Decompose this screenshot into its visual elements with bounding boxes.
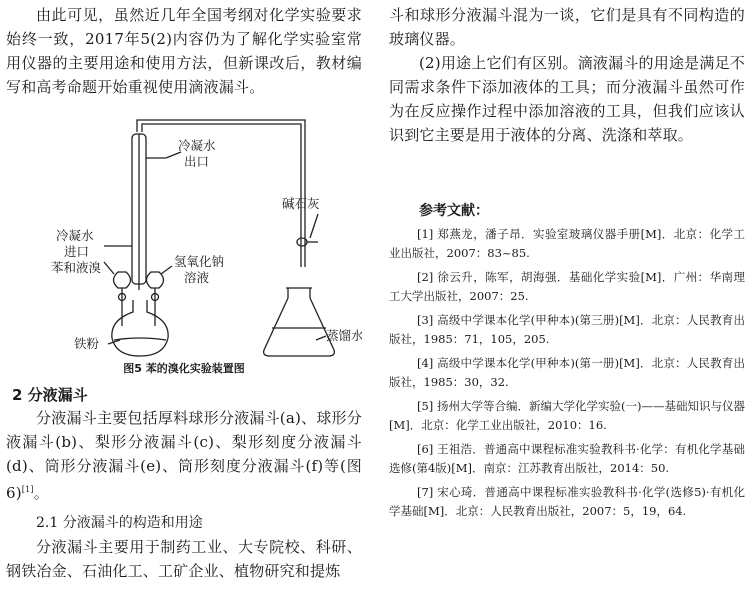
paragraph-continued: 斗和球形分液漏斗混为一谈，它们是具有不同构造的玻璃仪器。 [389,6,745,48]
paragraph-funnel-types-text: 分液漏斗主要包括厚料球形分液漏斗(a)、球形分液漏斗(b)、梨形分液漏斗(c)、梨形刻度分液漏斗(d)、筒形分液漏斗(e)、筒形刻度分液漏斗(f)等(图6) [6,409,362,502]
label-condenser-out-2: 出口 [184,154,210,169]
paragraph-usage-difference: (2)用途上它们有区别。滴液漏斗的用途是满足不同需求条件下添加液体的工具；而分液漏斗虽然可作为在反应操作过程中添加溶液的工具，但我们应该认识到它主要是用于液体的分离、洗涤和萃取。 [389,54,745,144]
paragraph-funnel-types [6,406,362,505]
reference-item: [6] 王祖浩．普通高中课程标准实验教科书·化学：有机化学基础选修(第4版)[M]．南京：江苏教育出版社，2014：50. [389,442,745,475]
label-condenser-in-2: 进口 [64,244,90,259]
naoh-funnel [147,272,164,288]
reference-item: [3] 高级中学课本化学(甲种本)(第三册)[M]．北京：人民教育出版社，1985：71，105，205. [389,313,745,346]
label-soda-lime: 碱石灰 [282,196,320,211]
dropping-funnel [114,272,131,288]
references-list [389,225,745,526]
section-title: 2 分液漏斗 [12,386,88,404]
label-distilled-water: 蒸馏水 [326,328,362,343]
label-benzene-bromine: 苯和液溴 [51,260,102,275]
paragraph-funnel-types-end: 。 [33,484,49,502]
reference-item: [7] 宋心琦．普通高中课程标准实验教科书·化学(选修5)·有机化学基础[M]．北京：人民教育出版社，2007：5，19，64. [389,485,745,518]
reference-item: [4] 高级中学课本化学(甲种本)(第一册)[M]．北京：人民教育出版社，1985：30，32. [389,356,745,389]
conical-flask [264,288,335,356]
figure-bromination-apparatus [6,112,362,374]
apparatus-diagram [6,112,362,362]
references-heading: 参考文献： [419,203,489,219]
paragraph-intro: 由此可见，虽然近几年全国考纲对化学实验要求始终一致，2017年5(2)内容仍为了解化学实验室常用仪器的主要用途和使用方法，但新课改后，教材编写和高考命题开始重视使用滴液漏斗。 [6,6,362,96]
label-naoh-2: 溶液 [184,270,210,285]
reference-item: [5] 扬州大学等合编．新编大学化学实验(一)——基础知识与仪器[M]．北京：化学工业出版社，2010：16. [389,399,745,432]
citation-marker: [1] [21,485,34,494]
reference-item: [1] 郑燕龙，潘子昂．实验室玻璃仪器手册[M]．北京：化学工业出版社，2007：83~85. [389,227,745,260]
label-iron-powder: 铁粉 [74,336,100,351]
label-condenser-out: 冷凝水 [178,138,216,153]
label-naoh: 氢氧化钠 [174,254,225,269]
subsection-title: 2.1 分液漏斗的构造和用途 [36,515,203,531]
three-neck-flask [112,300,168,356]
connecting-tube [137,120,305,267]
paragraph-funnel-uses: 分液漏斗主要用于制药工业、大专院校、科研、钢铁冶金、石油化工、工矿企业、植物研究和提炼 [6,538,362,580]
label-condenser-in: 冷凝水 [56,228,94,243]
reference-item: [2] 徐云升，陈军，胡海强．基础化学实验[M]．广州：华南理工大学出版社，2007：25. [389,270,745,303]
figure-caption: 图5 苯的溴化实验装置图 [123,362,245,375]
